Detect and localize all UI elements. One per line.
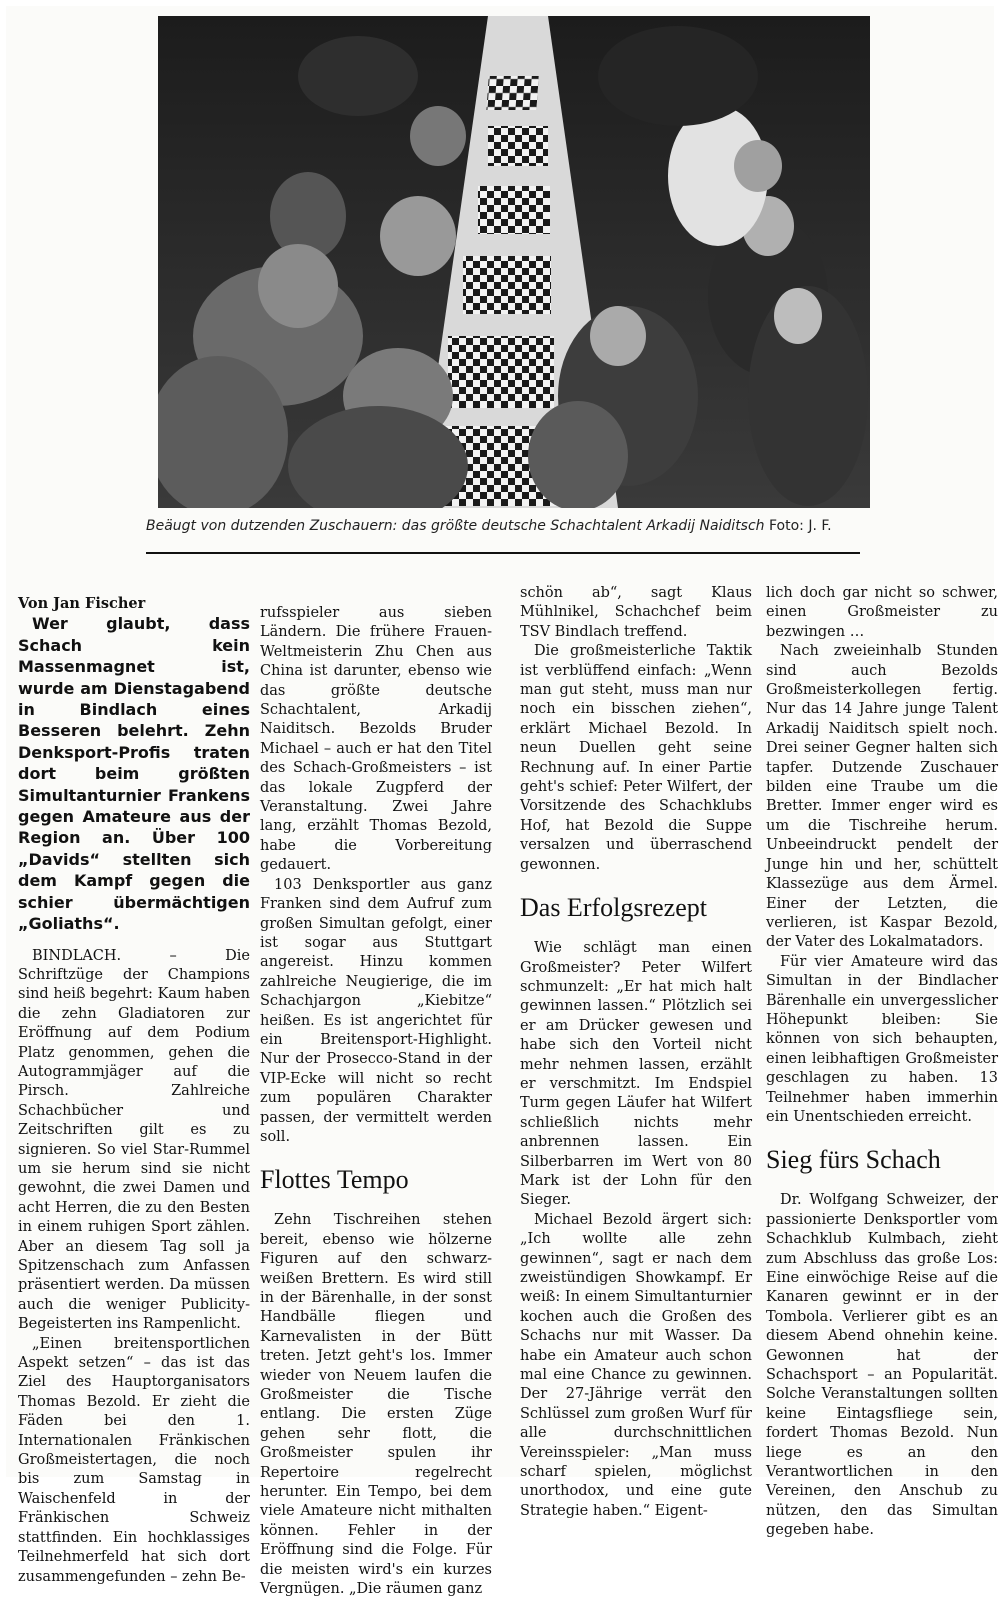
paragraph: Die großmeisterliche Taktik ist verblüffend einfach: „Wenn man gut steht, muss man nur noch ein bisschen ziehen“, erklärt Michael Bezold. In neun Duellen geht seine Rechnung auf. In einer Partie geht's schief: Peter Wilfert, der Vorsitzende des Schachklubs Hof, hat Bezold die Suppe versalzen und überraschend gewonnen. bbox=[520, 643, 752, 873]
article-lead: Wer glaubt, dass Schach kein Massenmagnet ist, wurde am Dienstagabend in Bindlach eines Besseren belehrt. Zehn Denksport-Profis traten dort beim größten Simultanturnier Frankens gegen Amateure aus der Region an. Über 100 „Davids“ stellten sich dem Kampf gegen die schier übermächtigen „Goliaths“. bbox=[18, 614, 250, 934]
byline: Von Jan Fischer bbox=[18, 595, 146, 612]
paragraph: Zehn Tischreihen stehen bereit, ebenso wie hölzerne Figuren auf den schwarz-weißen Brettern. Es wird still in der Bärenhalle, in der sonst Handbälle fliegen und Karnevalisten in der Bütt treten. Jetzt geht's los. Immer wieder von Neuem laufen die Großmeister die Tische entlang. Die ersten Züge gehen sehr flott, die Großmeister spulen ihr Repertoire regelrecht herunter. Ein Tempo, bei dem viele Amateure nicht mithalten können. Fehler in der Eröffnung sind die Folge. Für die meisten wird's ein kurzes Vergnügen. „Die räumen ganz bbox=[260, 1212, 492, 1598]
subheading-flottes-tempo: Flottes Tempo bbox=[260, 1165, 409, 1195]
paragraph: Wie schlägt man einen Großmeister? Peter Wilfert schmunzelt: „Er hat mich halt gewinnen lassen.“ Plötzlich sei er am Drücker gewesen und habe sich den Vorteil nicht mehr nehmen lassen, erzählt er verschmitzt. Im Endspiel Turm gegen Läufer hat Wilfert schließlich nichts mehr anbrennen lassen. Ein Silberbarren im Wert von 80 Mark ist der Lohn für den Sieger. bbox=[520, 940, 752, 1209]
article-column-4 bbox=[766, 584, 998, 1541]
article-column-3 bbox=[520, 584, 752, 1521]
subheading-sieg-fuers-schach: Sieg fürs Schach bbox=[766, 1145, 941, 1175]
paragraph: Michael Bezold ärgert sich: „Ich wollte alle zehn gewinnen“, sagt er nach dem zweistündigen Showkampf. Er weiß: In einem Simultanturnier kochen auch die Großen des Schachs nur mit Wasser. Da habe ein Amateur auch schon mal eine Chance zu gewinnen. Der 27-Jährige verrät den Schlüssel zum großen Wurf für alle durchschnittlichen Vereinsspieler: „Man muss scharf spielen, möglichst unorthodox, und eine gute Strategie haben.“ Eigent- bbox=[520, 1211, 752, 1519]
subheading-erfolgsrezept: Das Erfolgsrezept bbox=[520, 893, 707, 923]
article-column-2 bbox=[260, 604, 492, 1600]
paragraph: Für vier Amateure wird das Simultan in der Bindlacher Bärenhalle ein unvergesslicher Höhepunkt bleiben: Sie können von sich behaupten, einen leibhaftigen Großmeister geschlagen zu haben. 13 Teilnehmer haben immerhin ein Unentschieden erreicht. bbox=[766, 953, 998, 1125]
caption-credit: Foto: J. F. bbox=[769, 518, 832, 534]
paragraph: Dr. Wolfgang Schweizer, der passionierte Denksportler vom Schachklub Kulmbach, zieht zum Abschluss das große Los: Eine einwöchige Reise auf die Kanaren gewinnt er in der Tombola. Verlierer gibt es an diesem Abend ohnehin keine. Gewonnen hat der Schachsport – an Popularität. Solche Veranstaltungen sollten keine Eintagsfliege sein, fordert Thomas Bezold. Nun liege es an den Verantwortlichen in den Vereinen, den Anschub zu nützen, den das Simultan gegeben habe. bbox=[766, 1192, 998, 1539]
caption-text: Beäugt von dutzenden Zuschauern: das größte deutsche Schachtalent Arkadij Naiditsch bbox=[146, 518, 765, 534]
caption-divider bbox=[146, 552, 860, 554]
paragraph: schön ab“, sagt Klaus Mühlnikel, Schachchef beim TSV Bindlach treffend. bbox=[520, 585, 752, 640]
paragraph: lich doch gar nicht so schwer, einen Großmeister zu bezwingen … bbox=[766, 585, 998, 640]
paragraph: 103 Denksportler aus ganz Franken sind dem Aufruf zum großen Simultan gefolgt, einer ist sogar aus Stuttgart angereist. Hinzu kommen zahlreiche Neugierige, die im Schachjargon „Kiebitze“ heißen. Es ist angerichtet für ein Breitensport-Highlight. Nur der Prosecco-Stand in der VIP-Ecke will nicht so recht zum populären Charakter passen, der vermittelt werden soll. bbox=[260, 876, 492, 1145]
newspaper-clipping bbox=[6, 6, 998, 1598]
paragraph: rufsspieler aus sieben Ländern. Die frühere Frauen-Weltmeisterin Zhu Chen aus China ist darunter, ebenso wie das größte deutsche Schachtalent, Arkadij Naiditsch. Bezolds Bruder Michael – auch er hat den Titel des Schach-Großmeisters – ist das lokale Zugpferd der Veranstaltung. Zwei Jahre lang, erzählt Thomas Bezold, habe die Vorbereitung gedauert. bbox=[260, 605, 492, 874]
paragraph: BINDLACH. – Die Schriftzüge der Champions sind heiß begehrt: Kaum haben die zehn Gladiatoren zur Eröffnung auf dem Podium Platz genommen, gehen die Autogrammjäger auf die Pirsch. Zahlreiche Schachbücher und Zeitschriften gilt es zu signieren. So viel Star-Rummel um sie herum sind sie nicht gewohnt, die zwei Damen und acht Herren, die zu den Besten in einem ruhigen Sport zählen. Aber an diesem Tag soll ja Spitzenschach zum Anfassen präsentiert werden. Da müssen auch die weniger Publicity-Begeisterten ins Rampenlicht. bbox=[18, 947, 250, 1333]
paragraph: „Einen breitensportlichen Aspekt setzen“ – das ist das Ziel des Hauptorganisators Thomas Bezold. Er zieht die Fäden bei den 1. Internationalen Fränkischen Großmeistertagen, die noch bis zum Samstag in Waischenfeld in der Fränkischen Schweiz stattfinden. Ein hochklassiges Teilnehmerfeld hat sich dort zusammengefunden – zehn Be- bbox=[18, 1335, 250, 1585]
photo-chess-simul bbox=[158, 16, 870, 508]
paragraph: Nach zweieinhalb Stunden sind auch Bezolds Großmeisterkollegen fertig. Nur das 14 Jahre junge Talent Arkadij Naiditsch spielt noch. Drei seiner Gegner halten sich tapfer. Dutzende Zuschauer bilden eine Traube um die Bretter. Immer enger wird es um die Tischreihe herum. Unbeeindruckt pendelt der Junge hin und her, schüttelt Klassezüge aus dem Ärmel. Einer der Letzten, die verlieren, ist Kaspar Bezold, der Vater des Lokalmatadors. bbox=[766, 643, 998, 951]
photo-image bbox=[158, 16, 870, 508]
article-column-1 bbox=[18, 594, 250, 1587]
photo-caption bbox=[146, 518, 858, 534]
